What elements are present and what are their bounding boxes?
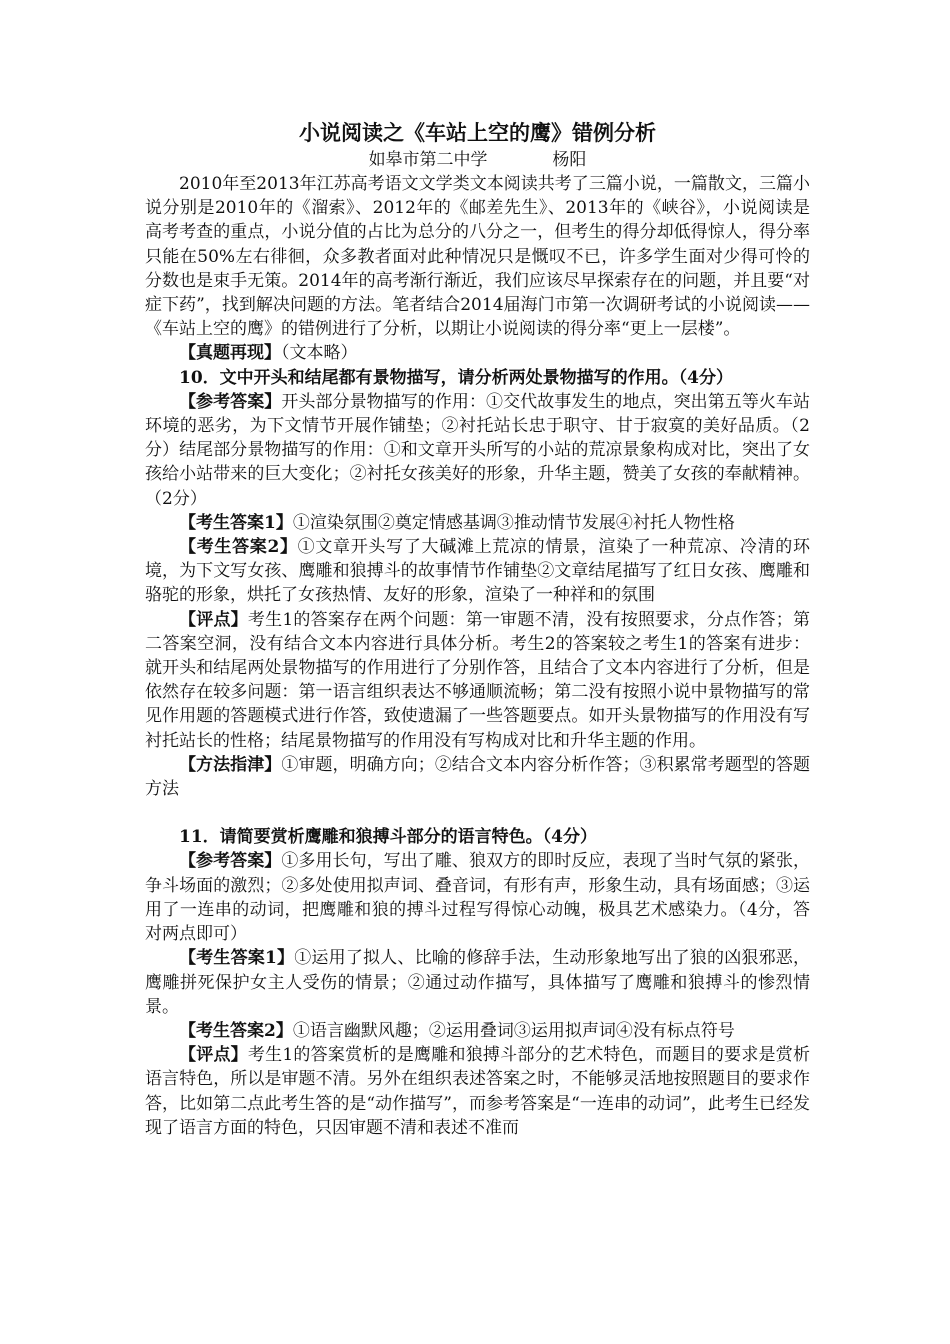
q10-s2-text: ①文章开头写了大碱滩上荒凉的情景，渲染了一种荒凉、冷清的环境，为下文写女孩、鹰雕和狼搏斗的故事情节作铺垫②文章结尾描写了红日女孩、鹰雕和骆驼的形象，烘托了女孩热情、友好的形象，渲染了一种祥和的氛围 — [145, 537, 810, 606]
q11-comment — [145, 1043, 810, 1140]
q10-comment — [145, 608, 810, 753]
q11-comment-label: 【评点】 — [179, 1045, 248, 1066]
q11-s1-text: ①运用了拟人、比喻的修辞手法，生动形象地写出了狼的凶狠邪恶，鹰雕拼死保护女主人受伤的情景；②通过动作描写，具体描写了鹰雕和狼搏斗的惨烈情景。 — [145, 948, 810, 1017]
intro-paragraph: 2010年至2013年江苏高考语文文学类文本阅读共考了三篇小说，一篇散文，三篇小说分别是2010年的《溜索》、2012年的《邮差先生》、2013年的《峡谷》，小说阅读是高考考查的重点，小说分值的占比为总分的八分之一，但考生的得分却低得惊人，得分率只能在50%左右徘徊，众多教者面对此种情况只是慨叹不已，许多学生面对少得可怜的分数也是束手无策。2014年的高考渐行渐近，我们应该尽早探索存在的问题，并且要“对症下药”，找到解决问题的方法。笔者结合2014届海门市第一次调研考试的小说阅读——《车站上空的鹰》的错例进行了分析，以期让小说阅读的得分率“更上一层楼”。 — [145, 174, 810, 340]
q11-ref-text: ①多用长句，写出了雕、狼双方的即时反应，表现了当时气氛的紧张，争斗场面的激烈；②多处使用拟声词、叠音词，有形有声，形象生动，具有场面感；③运用了一连串的动词，把鹰雕和狼的搏斗过程写得惊心动魄，极具艺术感染力。（4分，答对两点即可） — [145, 851, 811, 945]
question-10: 10．文中开头和结尾都有景物描写，请分析两处景物描写的作用。（4分） — [179, 367, 733, 388]
q10-method — [145, 753, 810, 801]
q10-ref-label: 【参考答案】 — [179, 391, 282, 412]
q11-student-answer-2 — [145, 1019, 810, 1043]
byline: 如皋市第二中学 杨阳 — [368, 150, 587, 170]
q10-student-answer-1 — [145, 511, 810, 535]
q11-comment-text: 考生1的答案赏析的是鹰雕和狼搏斗部分的艺术特色，而题目的要求是赏析语言特色，所以是审题不清。另外在组织表述答案之时，不能够灵活地按照题目的要求作答，比如第二点此考生答的是“动作描写”，而参考答案是“一连串的动词”，此考生已经发现了语言方面的特色，只因审题不清和表述不准而 — [145, 1045, 811, 1138]
section-zhenti — [145, 341, 810, 365]
q11-s2-text: ①语言幽默风趣；②运用叠词③运用拟声词④没有标点符号 — [292, 1020, 735, 1041]
section-gap — [145, 801, 810, 825]
zhenti-text: （文本略） — [281, 343, 358, 364]
q10-method-label: 【方法指津】 — [179, 754, 282, 775]
q10-comment-label: 【评点】 — [179, 609, 248, 630]
zhenti-label: 【真题再现】 — [179, 343, 281, 364]
q10-s1-text: ①渲染氛围②奠定情感基调③推动情节发展④衬托人物性格 — [292, 512, 735, 533]
q11-s2-label: 【考生答案2】 — [179, 1020, 293, 1041]
document-page — [145, 118, 810, 1140]
q11-ref-label: 【参考答案】 — [179, 851, 282, 872]
q10-s2-label: 【考生答案2】 — [179, 537, 298, 558]
q10-method-text: ①审题，明确方向；②结合文本内容分析作答；③积累常考题型的答题方法 — [145, 754, 811, 800]
q10-comment-text: 考生1的答案存在两个问题：第一审题不清，没有按照要求，分点作答；第二答案空洞，没有结合文本内容进行具体分析。考生2的答案较之考生1的答案有进步：就开头和结尾两处景物描写的作用进行了分别作答，且结合了文本内容进行了分析，但是依然存在较多问题：第一语言组织表达不够通顺流畅；第二没有按照小说中景物描写的常见作用题的答题模式进行作答，致使遗漏了一些答题要点。如开头景物描写的作用没有写衬托站长的性格；结尾景物描写的作用没有写构成对比和升华主题的作用。 — [145, 609, 811, 751]
q11-reference-answer — [145, 849, 810, 946]
q10-ref-text: 开头部分景物描写的作用：①交代故事发生的地点，突出第五等火车站环境的恶劣，为下文情节开展作铺垫；②衬托站长忠于职守、甘于寂寞的美好品质。（2分）结尾部分景物描写的作用：①和文章开头所写的小站的荒凉景象构成对比，突出了女孩给小站带来的巨大变化；②衬托女孩美好的形象，升华主题，赞美了女孩的奉献精神。（2分） — [145, 391, 811, 509]
q11-student-answer-1 — [145, 946, 810, 1019]
q10-reference-answer — [145, 390, 810, 511]
question-11: 11．请简要赏析鹰雕和狼搏斗部分的语言特色。（4分） — [179, 827, 597, 848]
q10-s1-label: 【考生答案1】 — [179, 512, 293, 533]
q11-s1-label: 【考生答案1】 — [179, 948, 295, 969]
page-title: 小说阅读之《车站上空的鹰》错例分析 — [299, 120, 656, 145]
q10-student-answer-2 — [145, 535, 810, 608]
